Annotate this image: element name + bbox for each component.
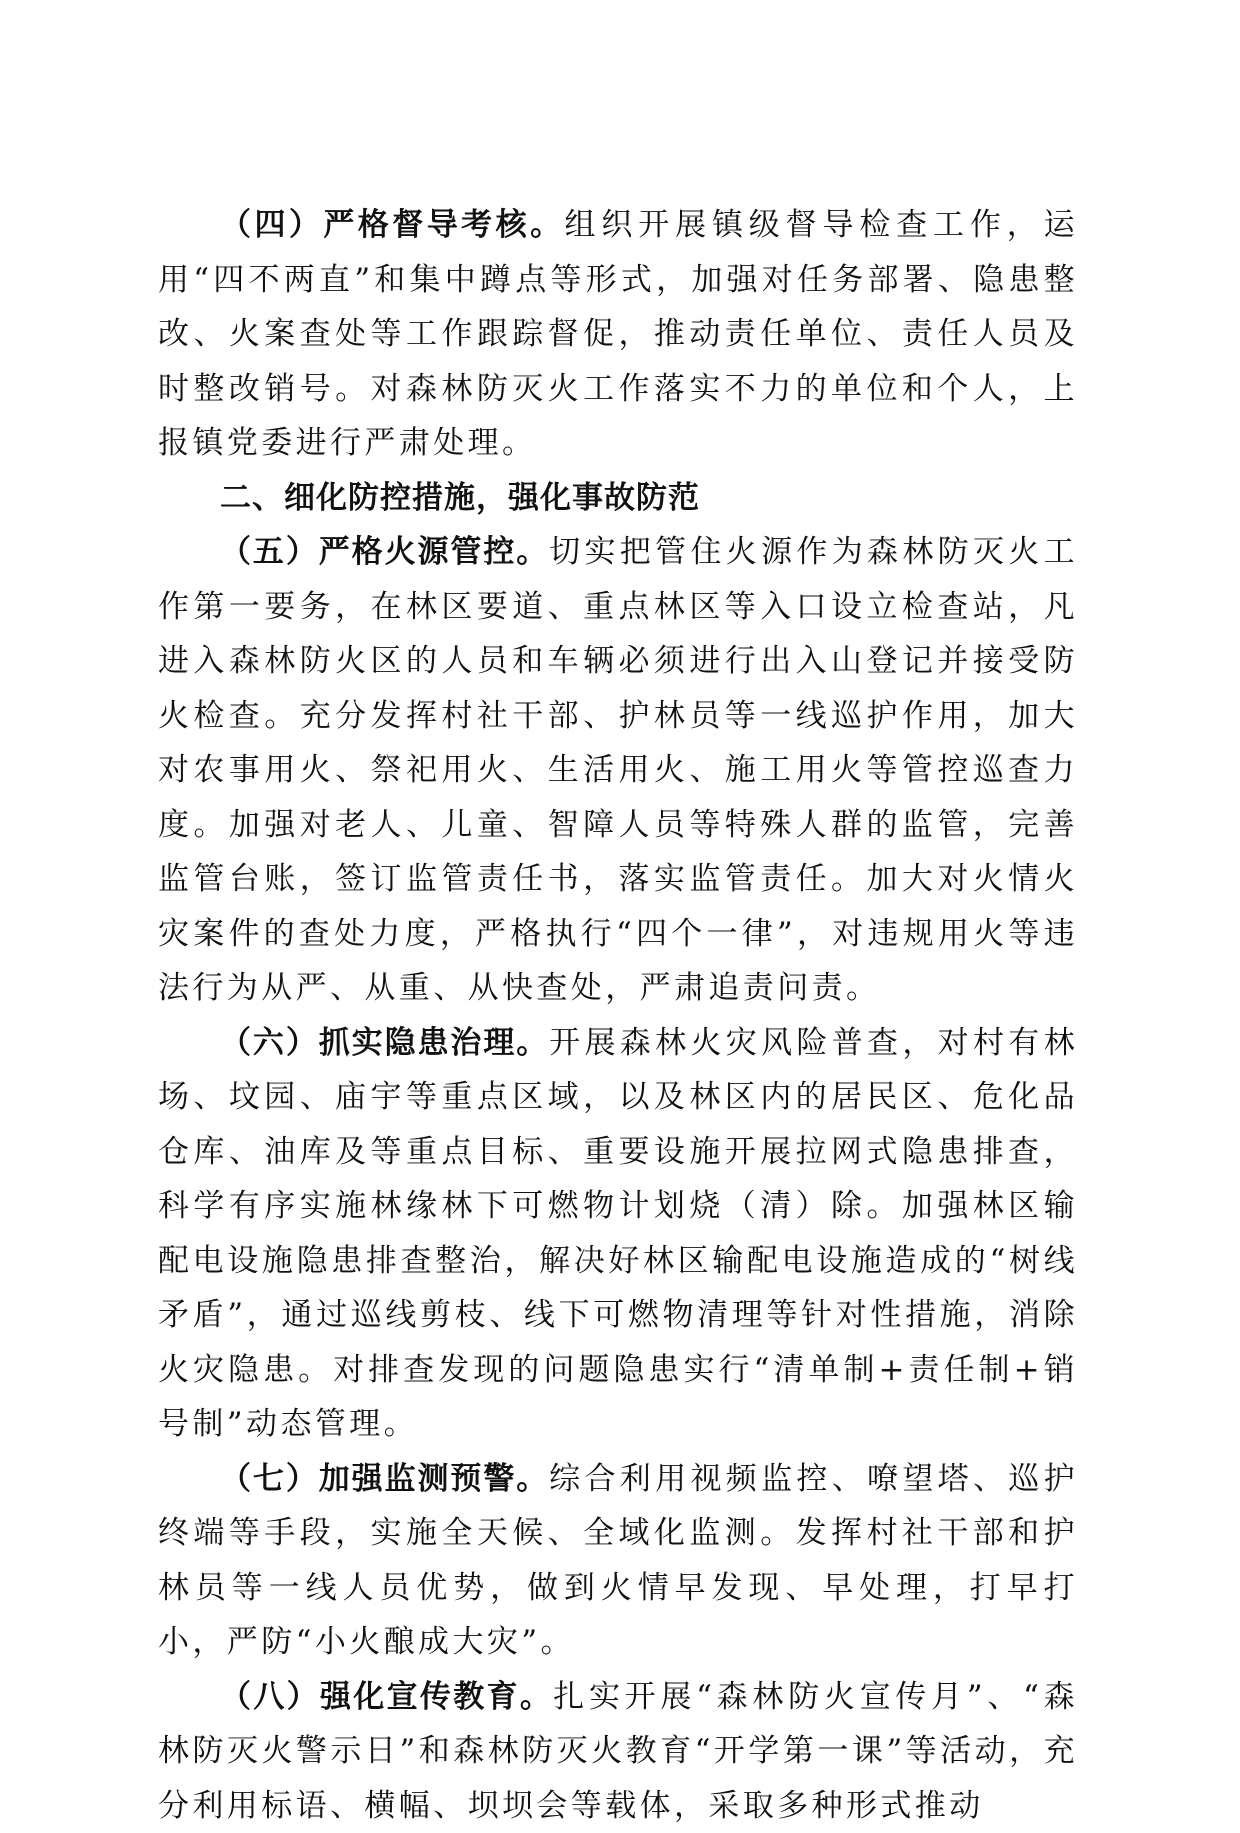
paragraph-publicity-education [158,1670,1078,1833]
paragraph-lead: （五）严格火源管控。 [220,534,549,570]
paragraph-lead: （四）严格督导考核。 [220,207,565,243]
paragraph-fire-source-control [158,525,1078,1016]
paragraph-text: 切实把管住火源作为森林防灭火工作第一要务，在林区要道、重点林区等入口设立检查站，凡进入森林防火区的人员和车辆必须进行出入山登记并接受防火检查。充分发挥村社干部、护林员等一线巡护作用，加大对农事用火、祭祀用火、生活用火、施工用火等管控巡查力度。加强对老人、儿童、智障人员等特殊人群的监管，完善监管台账，签订监管责任书，落实监管责任。加大对火情火灾案件的查处力度，严格执行“四个一律”，对违规用火等违法行为从严、从重、从快查处，严肃追责问责。 [158,534,1078,1006]
paragraph-lead: （八）强化宣传教育。 [220,1679,553,1715]
paragraph-text: 组织开展镇级督导检查工作，运用“四不两直”和集中蹲点等形式，加强对任务部署、隐患整改、火案查处等工作跟踪督促，推动责任单位、责任人员及时整改销号。对森林防灭火工作落实不力的单位和个人，上报镇党委进行严肃处理。 [158,207,1078,461]
paragraph-text: 开展森林火灾风险普查，对村有林场、坟园、庙宇等重点区域，以及林区内的居民区、危化品仓库、油库及等重点目标、重要设施开展拉网式隐患排查，科学有序实施林缘林下可燃物计划烧（清）除。加强林区输配电设施隐患排查整治，解决好林区输配电设施造成的“树线矛盾”，通过巡线剪枝、线下可燃物清理等针对性措施，消除火灾隐患。对排查发现的问题隐患实行“清单制+责任制+销号制”动态管理。 [158,1025,1078,1443]
paragraph-supervision [158,198,1078,471]
paragraph-text: 扎实开展“森林防火宣传月”、“森林防灭火警示日”和森林防灭火教育“开学第一课”等活动，充分利用标语、横幅、坝坝会等载体，采取多种形式推动 [158,1679,1078,1824]
paragraph-lead: （七）加强监测预警。 [220,1461,549,1497]
paragraph-lead: （六）抓实隐患治理。 [220,1025,549,1061]
paragraph-monitoring-warning [158,1452,1078,1670]
paragraph-text: 综合利用视频监控、嘹望塔、巡护终端等手段，实施全天候、全域化监测。发挥村社干部和护林员等一线人员优势，做到火情早发现、早处理，打早打小，严防“小火酿成大灾”。 [158,1461,1078,1661]
paragraph-hazard-governance [158,1016,1078,1452]
document-body [158,198,1078,1833]
section-heading: 二、细化防控措施，强化事故防范 [158,471,1078,526]
